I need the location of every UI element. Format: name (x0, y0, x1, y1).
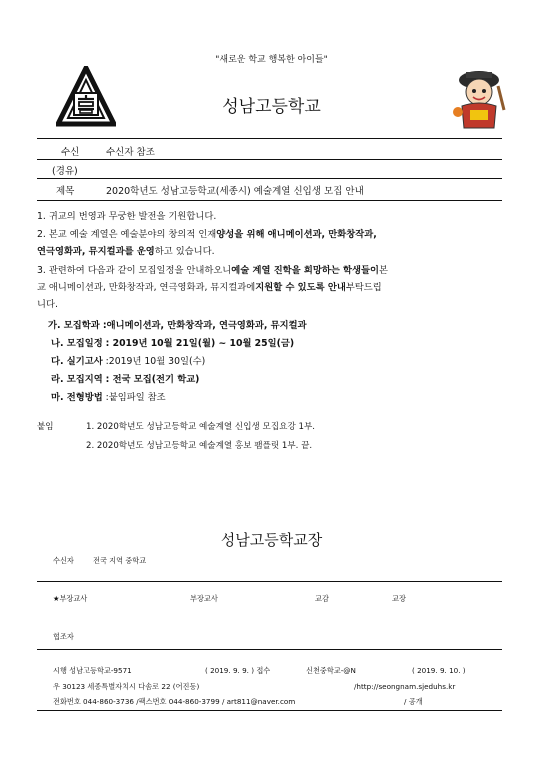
p3-emphasis-2: 지원할 수 있도록 안내 (255, 282, 346, 293)
body-paragraph-3-line-3: 니다. (37, 299, 58, 310)
receipt-number: 신천중학교-@N (306, 666, 356, 675)
subject-value: 2020학년도 성남고등학교(세종시) 예술계열 신입생 모집 안내 (106, 186, 364, 197)
principal-signature-title: 성남고등학교장 (220, 531, 323, 549)
approval-vice-principal: 교감 (315, 594, 329, 603)
header-divider-2 (37, 178, 502, 179)
item-label: 마. 전형방법 (51, 392, 103, 403)
homepage-link[interactable]: /http://seongnam.sjeduhs.kr (354, 682, 456, 691)
item-row-ga (48, 317, 307, 331)
school-name-heading: 성남고등학교 (222, 97, 321, 117)
address: 우 30123 세종특별자치시 다솜로 22 (어진동) (53, 682, 200, 691)
recipient-label: 수신 (61, 147, 80, 158)
item-row-ra (51, 371, 199, 385)
header-divider-bottom (37, 200, 502, 201)
recipients-value: 전국 지역 중학교 (93, 556, 147, 565)
subject-label: 제목 (56, 186, 75, 197)
item-label: 다. 실기고사 (51, 356, 103, 367)
receipt-date: ( 2019. 9. 10. ) (412, 666, 466, 675)
p3-text-2: 본 (378, 265, 388, 276)
cooperator-divider (37, 649, 502, 650)
body-paragraph-3-line-2 (37, 279, 382, 293)
p2-text: 2. 본교 예술 계열은 예술분야의 창의적 인재 (37, 229, 217, 240)
approval-principal: 교장 (392, 594, 406, 603)
attachments-label: 붙임 (37, 422, 54, 432)
item-label: 라. 모집지역 (51, 374, 103, 385)
enforcement-date: ( 2019. 9. 9. ) 접수 (205, 666, 271, 675)
header-divider-top (37, 138, 502, 139)
recipient-value: 수신자 참조 (106, 147, 155, 158)
header-divider-1 (37, 159, 502, 160)
p2-emphasis-2: 연극영화과, 뮤지컬과를 운영 (37, 246, 155, 257)
p3-text: 3. 관련하여 다음과 같이 모집일정을 안내하오니 (37, 265, 232, 276)
item-value: : 2019년 10월 21일(월) ~ 10월 25일(금) (105, 338, 295, 349)
p2-text-end: 하고 있습니다. (154, 246, 215, 257)
item-value: :2019년 10월 30일(수) (105, 356, 206, 367)
via-label: (경유) (52, 166, 78, 177)
item-label: 가. 모집학과 : (48, 320, 107, 331)
approval-divider-top (37, 581, 502, 582)
item-value: :붙임파일 참조 (105, 392, 166, 403)
item-row-na (51, 335, 294, 349)
approval-drafter: ★부장교사 (53, 594, 88, 603)
p3-emphasis: 예술 계열 진학을 희망하는 학생들이 (231, 265, 379, 276)
attachment-item-1: 1. 2020학년도 성남고등학교 예술계열 신입생 모집요강 1부. (86, 422, 315, 432)
attachment-item-2: 2. 2020학년도 성남고등학교 예술계열 홍보 팸플릿 1부. 끝. (86, 441, 313, 451)
body-paragraph-2-line-2 (37, 243, 215, 257)
body-paragraph-3-line-1 (37, 262, 388, 276)
p3-text-4: 부탁드립 (345, 282, 382, 293)
enforcement-number: 시행 성남고등학교-9571 (53, 666, 132, 675)
item-value: 애니메이션과, 만화창작과, 연극영화과, 뮤지컬과 (106, 320, 307, 331)
recipients-label: 수신자 (53, 556, 74, 565)
item-row-da (51, 353, 205, 367)
item-value: : 전국 모집(전기 학교) (105, 374, 200, 385)
approval-reviewer: 부장교사 (190, 594, 218, 603)
contact-info: 전화번호 044-860-3736 /팩스번호 044-860-3799 / art811@naver.com (53, 697, 296, 706)
p3-text-3: 교 애니메이션과, 만화창작과, 연극영화과, 뮤지컬과에 (37, 282, 256, 293)
item-row-ma (51, 389, 166, 403)
item-label: 나. 모집일정 (51, 338, 103, 349)
disclosure-status: / 공개 (404, 697, 423, 706)
school-slogan: "새로운 학교 행복한 아이들" (215, 55, 328, 65)
p2-emphasis: 양성을 위해 애니메이션과, 만화창작과, (216, 229, 377, 240)
body-paragraph-2-line-1 (37, 226, 377, 240)
cooperator-label: 협조자 (53, 632, 74, 641)
body-paragraph-1: 1. 귀교의 번영과 무궁한 발전을 기원합니다. (37, 211, 217, 222)
footer-divider-bottom (37, 710, 502, 711)
